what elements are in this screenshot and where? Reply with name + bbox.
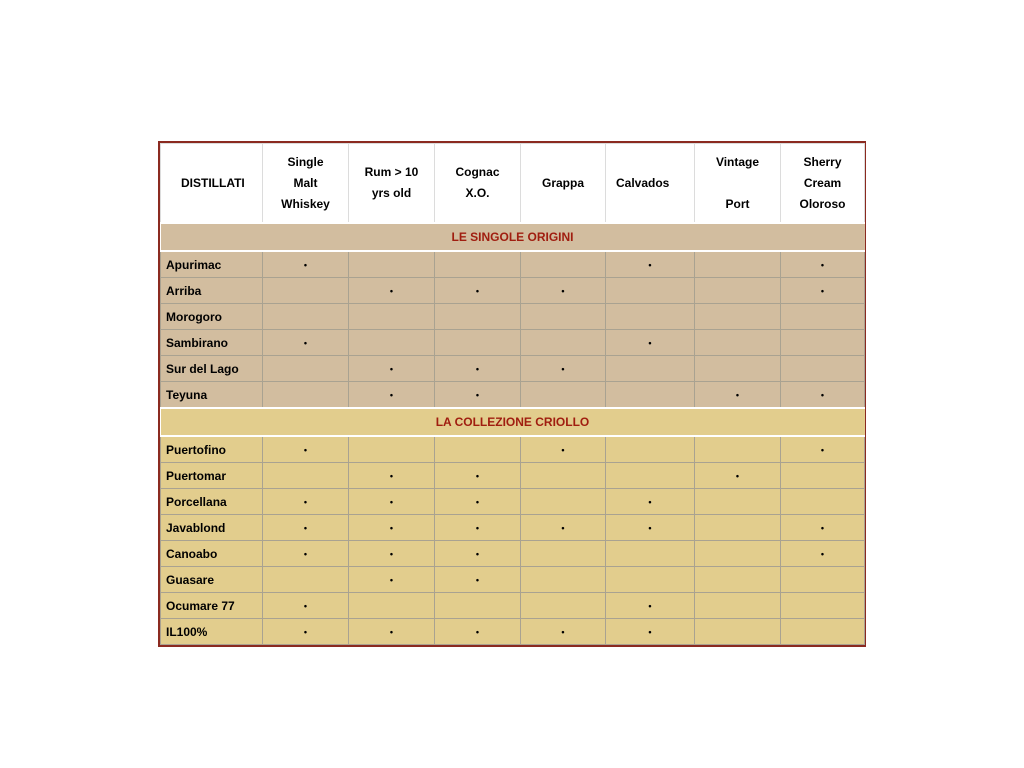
empty-cell bbox=[435, 436, 521, 463]
empty-cell bbox=[435, 593, 521, 619]
table-header-row bbox=[161, 144, 865, 224]
pairing-dot: • bbox=[435, 356, 521, 382]
row-label: Guasare bbox=[161, 567, 263, 593]
pairing-dot: • bbox=[349, 619, 435, 645]
table-row bbox=[161, 515, 865, 541]
pairing-dot: • bbox=[521, 436, 606, 463]
row-label: Sambirano bbox=[161, 330, 263, 356]
empty-cell bbox=[781, 304, 865, 330]
empty-cell bbox=[521, 304, 606, 330]
table-row bbox=[161, 436, 865, 463]
row-label: Puertomar bbox=[161, 463, 263, 489]
pairing-dot: • bbox=[349, 382, 435, 409]
empty-cell bbox=[521, 382, 606, 409]
row-label: Arriba bbox=[161, 278, 263, 304]
corner-header: DISTILLATI bbox=[161, 144, 263, 224]
section-title: LA COLLEZIONE CRIOLLO bbox=[161, 408, 865, 436]
pairing-dot: • bbox=[781, 251, 865, 278]
empty-cell bbox=[521, 251, 606, 278]
empty-cell bbox=[606, 356, 695, 382]
pairing-dot: • bbox=[435, 489, 521, 515]
pairing-dot: • bbox=[435, 541, 521, 567]
pairing-dot: • bbox=[521, 515, 606, 541]
empty-cell bbox=[695, 304, 781, 330]
pairing-dot: • bbox=[349, 463, 435, 489]
empty-cell bbox=[263, 278, 349, 304]
table-row bbox=[161, 567, 865, 593]
row-label: Ocumare 77 bbox=[161, 593, 263, 619]
pairing-dot: • bbox=[606, 593, 695, 619]
table-body bbox=[161, 223, 865, 645]
table-row bbox=[161, 593, 865, 619]
pairing-dot: • bbox=[349, 567, 435, 593]
pairing-table-frame bbox=[158, 141, 866, 647]
empty-cell bbox=[521, 541, 606, 567]
pairing-dot: • bbox=[349, 489, 435, 515]
row-label: Morogoro bbox=[161, 304, 263, 330]
pairing-dot: • bbox=[695, 463, 781, 489]
empty-cell bbox=[606, 541, 695, 567]
section-title: LE SINGOLE ORIGINI bbox=[161, 223, 865, 251]
empty-cell bbox=[781, 619, 865, 645]
pairing-dot: • bbox=[781, 436, 865, 463]
section-header-origini bbox=[161, 223, 865, 251]
empty-cell bbox=[349, 304, 435, 330]
empty-cell bbox=[521, 489, 606, 515]
pairing-dot: • bbox=[349, 356, 435, 382]
pairing-dot: • bbox=[435, 278, 521, 304]
empty-cell bbox=[695, 567, 781, 593]
column-header-calvados: Calvados bbox=[606, 144, 695, 224]
row-label: Teyuna bbox=[161, 382, 263, 409]
empty-cell bbox=[695, 593, 781, 619]
empty-cell bbox=[695, 619, 781, 645]
pairing-dot: • bbox=[781, 278, 865, 304]
empty-cell bbox=[695, 251, 781, 278]
column-header-cognac: Cognac X.O. bbox=[435, 144, 521, 224]
empty-cell bbox=[695, 436, 781, 463]
empty-cell bbox=[695, 515, 781, 541]
empty-cell bbox=[435, 251, 521, 278]
pairing-dot: • bbox=[263, 330, 349, 356]
pairing-dot: • bbox=[263, 251, 349, 278]
empty-cell bbox=[606, 463, 695, 489]
pairing-dot: • bbox=[781, 515, 865, 541]
pairing-dot: • bbox=[521, 278, 606, 304]
empty-cell bbox=[521, 330, 606, 356]
empty-cell bbox=[263, 382, 349, 409]
empty-cell bbox=[521, 593, 606, 619]
row-label: Javablond bbox=[161, 515, 263, 541]
table-row bbox=[161, 330, 865, 356]
column-header-grappa: Grappa bbox=[521, 144, 606, 224]
distillati-pairing-table bbox=[160, 143, 865, 645]
empty-cell bbox=[695, 330, 781, 356]
pairing-dot: • bbox=[606, 489, 695, 515]
pairing-dot: • bbox=[349, 541, 435, 567]
empty-cell bbox=[606, 436, 695, 463]
empty-cell bbox=[349, 593, 435, 619]
empty-cell bbox=[263, 567, 349, 593]
empty-cell bbox=[435, 304, 521, 330]
empty-cell bbox=[781, 330, 865, 356]
row-label: Sur del Lago bbox=[161, 356, 263, 382]
empty-cell bbox=[606, 304, 695, 330]
column-header-single-malt-whiskey: Single Malt Whiskey bbox=[263, 144, 349, 224]
empty-cell bbox=[521, 463, 606, 489]
pairing-dot: • bbox=[349, 278, 435, 304]
row-label: IL100% bbox=[161, 619, 263, 645]
pairing-dot: • bbox=[521, 356, 606, 382]
empty-cell bbox=[781, 567, 865, 593]
empty-cell bbox=[781, 463, 865, 489]
row-label: Canoabo bbox=[161, 541, 263, 567]
empty-cell bbox=[781, 593, 865, 619]
empty-cell bbox=[606, 382, 695, 409]
table-row bbox=[161, 356, 865, 382]
pairing-dot: • bbox=[263, 541, 349, 567]
row-label: Puertofino bbox=[161, 436, 263, 463]
pairing-dot: • bbox=[781, 382, 865, 409]
pairing-dot: • bbox=[263, 619, 349, 645]
table-row bbox=[161, 619, 865, 645]
pairing-dot: • bbox=[263, 436, 349, 463]
empty-cell bbox=[435, 330, 521, 356]
empty-cell bbox=[695, 489, 781, 515]
empty-cell bbox=[781, 356, 865, 382]
row-label: Porcellana bbox=[161, 489, 263, 515]
pairing-dot: • bbox=[263, 489, 349, 515]
empty-cell bbox=[263, 356, 349, 382]
table-row bbox=[161, 541, 865, 567]
empty-cell bbox=[349, 330, 435, 356]
column-header-sherry: Sherry Cream Oloroso bbox=[781, 144, 865, 224]
empty-cell bbox=[695, 541, 781, 567]
table-row bbox=[161, 251, 865, 278]
pairing-dot: • bbox=[435, 463, 521, 489]
empty-cell bbox=[521, 567, 606, 593]
column-header-rum: Rum > 10 yrs old bbox=[349, 144, 435, 224]
pairing-dot: • bbox=[263, 515, 349, 541]
table-row bbox=[161, 463, 865, 489]
pairing-dot: • bbox=[521, 619, 606, 645]
empty-cell bbox=[606, 278, 695, 304]
pairing-dot: • bbox=[435, 619, 521, 645]
pairing-dot: • bbox=[606, 251, 695, 278]
empty-cell bbox=[349, 436, 435, 463]
empty-cell bbox=[695, 356, 781, 382]
table-row bbox=[161, 382, 865, 409]
pairing-dot: • bbox=[435, 382, 521, 409]
column-header-vintage-port: Vintage Port bbox=[695, 144, 781, 224]
empty-cell bbox=[781, 489, 865, 515]
empty-cell bbox=[695, 278, 781, 304]
pairing-dot: • bbox=[263, 593, 349, 619]
pairing-dot: • bbox=[695, 382, 781, 409]
pairing-dot: • bbox=[349, 515, 435, 541]
pairing-dot: • bbox=[435, 567, 521, 593]
table-row bbox=[161, 278, 865, 304]
section-header-criollo bbox=[161, 408, 865, 436]
empty-cell bbox=[349, 251, 435, 278]
table-row bbox=[161, 489, 865, 515]
pairing-dot: • bbox=[606, 515, 695, 541]
pairing-dot: • bbox=[606, 330, 695, 356]
pairing-dot: • bbox=[606, 619, 695, 645]
pairing-dot: • bbox=[435, 515, 521, 541]
empty-cell bbox=[263, 304, 349, 330]
row-label: Apurimac bbox=[161, 251, 263, 278]
empty-cell bbox=[263, 463, 349, 489]
pairing-dot: • bbox=[781, 541, 865, 567]
empty-cell bbox=[606, 567, 695, 593]
table-row bbox=[161, 304, 865, 330]
